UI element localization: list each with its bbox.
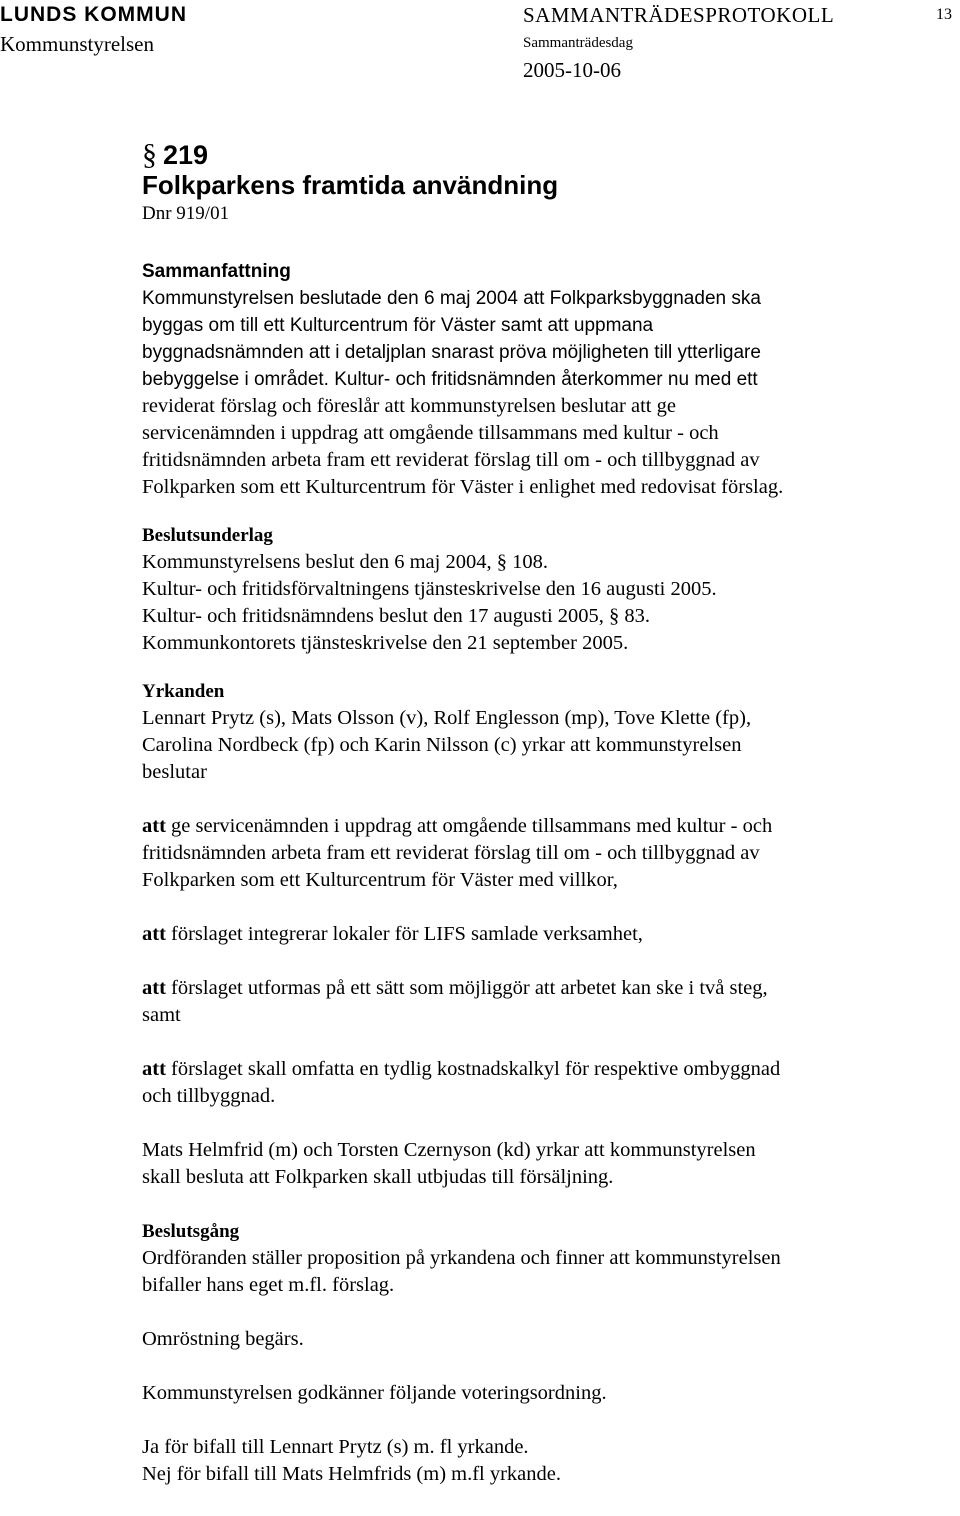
organization-name: LUNDS KOMMUN [0, 3, 187, 26]
vote-no-option: Nej för bifall till Mats Helmfrids (m) m.fl yrkande. [142, 1463, 562, 1485]
basis-heading: Beslutsunderlag [142, 525, 273, 546]
motions-intro-line: Carolina Nordbeck (fp) och Karin Nilsson (c) yrkar att kommunstyrelsen [142, 734, 742, 756]
motions-intro-line: beslutar [142, 761, 207, 783]
vote-order: Kommunstyrelsen godkänner följande voteringsordning. [142, 1382, 607, 1404]
counter-motion-line: skall besluta att Folkparken skall utbjudas till försäljning. [142, 1166, 614, 1188]
summary-line: fritidsnämnden arbeta fram ett reviderat förslag till om - och tillbyggnad av [142, 449, 760, 471]
vote-requested: Omröstning begärs. [142, 1328, 304, 1350]
clause-line: att förslaget integrerar lokaler för LIFS samlade verksamhet, [142, 923, 643, 945]
motions-heading: Yrkanden [142, 681, 225, 702]
summary-line: servicenämnden i uppdrag att omgående tillsammans med kultur - och [142, 422, 719, 444]
summary-line: reviderat förslag och föreslår att kommunstyrelsen beslutar att ge [142, 395, 676, 417]
vote-yes-option: Ja för bifall till Lennart Prytz (s) m. fl yrkande. [142, 1436, 529, 1458]
clause-line: att förslaget skall omfatta en tydlig kostnadskalkyl för respektive ombyggnad [142, 1058, 781, 1080]
procedure-section [142, 1218, 942, 1488]
summary-line: Kommunstyrelsen beslutade den 6 maj 2004 att Folkparksbyggnaden ska [142, 288, 761, 309]
summary-line: Folkparken som ett Kulturcentrum för Väster i enlighet med redovisat förslag. [142, 476, 784, 498]
counter-motion-line: Mats Helmfrid (m) och Torsten Czernyson (kd) yrkar att kommunstyrelsen [142, 1139, 756, 1161]
summary-heading: Sammanfattning [142, 261, 291, 282]
committee-name: Kommunstyrelsen [0, 32, 154, 56]
diary-number: Dnr 919/01 [142, 203, 230, 224]
clause-line: fritidsnämnden arbeta fram ett reviderat förslag till om - och tillbyggnad av [142, 842, 760, 864]
procedure-heading: Beslutsgång [142, 1221, 240, 1242]
paragraph-sign-icon: § [142, 138, 157, 171]
basis-line: Kultur- och fritidsförvaltningens tjänsteskrivelse den 16 augusti 2005. [142, 578, 717, 600]
basis-section [142, 522, 942, 657]
motions-intro-line: Lennart Prytz (s), Mats Olsson (v), Rolf Englesson (mp), Tove Klette (fp), [142, 707, 752, 729]
section-number [142, 138, 208, 172]
basis-line: Kommunkontorets tjänsteskrivelse den 21 september 2005. [142, 632, 629, 654]
summary-line: byggnadsnämnden att i detaljplan snarast pröva möjligheten till ytterligare [142, 342, 761, 363]
section-number-value: 219 [163, 140, 209, 170]
basis-line: Kommunstyrelsens beslut den 6 maj 2004, § 108. [142, 551, 548, 573]
session-date: 2005-10-06 [523, 58, 621, 82]
document-type: SAMMANTRÄDESPROTOKOLL [523, 3, 835, 27]
summary-line: bebyggelse i området. Kultur- och fritidsnämnden återkommer nu med ett [142, 369, 758, 390]
page-number: 13 [936, 6, 952, 23]
clause-line: och tillbyggnad. [142, 1085, 276, 1107]
basis-line: Kultur- och fritidsnämndens beslut den 17 augusti 2005, § 83. [142, 605, 651, 627]
summary-line: byggas om till ett Kulturcentrum för Väster samt att uppmana [142, 315, 654, 336]
section-title: Folkparkens framtida användning [142, 170, 559, 200]
att-keyword: att [142, 923, 166, 945]
clause-line: Folkparken som ett Kulturcentrum för Väster med villkor, [142, 869, 618, 891]
motions-section [142, 678, 942, 1191]
session-label: Sammanträdesdag [523, 35, 633, 51]
clause-line: samt [142, 1004, 181, 1026]
procedure-line: bifaller hans eget m.fl. förslag. [142, 1274, 395, 1296]
procedure-line: Ordföranden ställer proposition på yrkandena och finner att kommunstyrelsen [142, 1247, 781, 1269]
att-keyword: att [142, 815, 166, 837]
att-keyword: att [142, 1058, 166, 1080]
att-keyword: att [142, 977, 166, 999]
summary-section [142, 258, 942, 501]
clause-line: att förslaget utformas på ett sätt som möjliggör att arbetet kan ske i två steg, [142, 977, 768, 999]
minutes-body [142, 258, 942, 1488]
clause-line: att ge servicenämnden i uppdrag att omgående tillsammans med kultur - och [142, 815, 773, 837]
